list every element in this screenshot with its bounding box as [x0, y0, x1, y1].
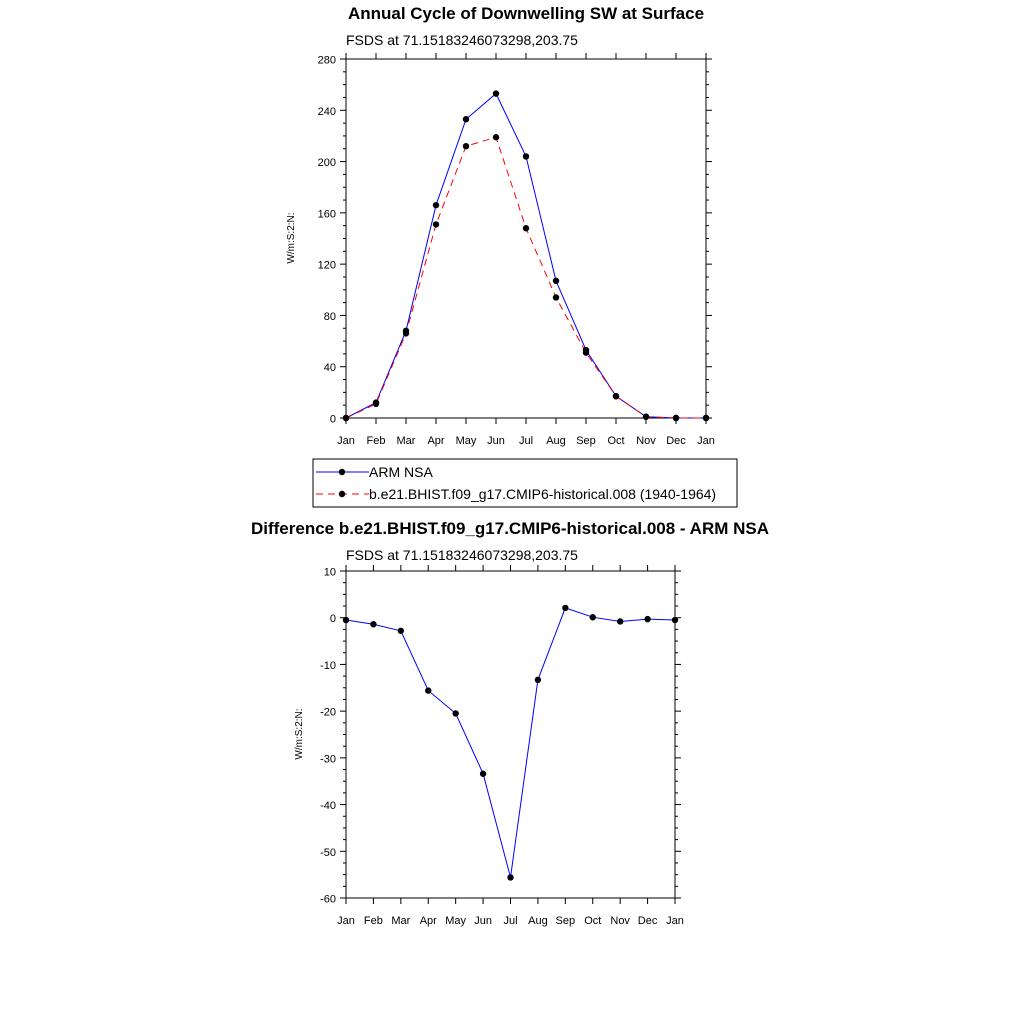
y-tick-label: -10: [320, 659, 336, 672]
data-point-series-0: [617, 618, 623, 624]
legend-marker-model: [339, 491, 345, 497]
chart-title: Annual Cycle of Downwelling SW at Surface: [347, 4, 705, 23]
data-point-series-1: [343, 415, 349, 421]
x-tick-label: Jul: [503, 915, 518, 927]
chart-subtitle: FSDS at 71.15183246073298,203.75: [346, 547, 578, 563]
y-tick-label: 10: [323, 566, 336, 579]
x-tick-label: Nov: [610, 915, 630, 927]
x-tick-label: Jan: [337, 435, 355, 447]
data-point-series-0: [507, 874, 513, 880]
data-point-series-0: [398, 628, 404, 634]
y-tick-label: 160: [317, 208, 336, 221]
y-tick-label: 0: [329, 413, 336, 426]
y-tick-label: 240: [317, 105, 336, 118]
data-point-series-0: [562, 605, 568, 611]
x-tick-label: Jan: [697, 435, 715, 447]
data-point-series-0: [590, 614, 596, 620]
x-tick-label: Jul: [518, 435, 534, 447]
data-point-series-1: [523, 225, 529, 231]
y-tick-label: -20: [320, 706, 336, 719]
chart-title: Difference b.e21.BHIST.f09_g17.CMIP6-historical.008 - ARM NSA: [250, 519, 770, 538]
x-tick-label: Feb: [366, 435, 386, 447]
x-tick-label: Apr: [419, 915, 437, 927]
x-tick-label: Aug: [546, 435, 566, 447]
x-tick-label: Jun: [487, 435, 505, 447]
plot-area-annual-cycle: [318, 53, 715, 447]
x-tick-label: May: [455, 435, 477, 447]
y-tick-label: 40: [323, 362, 336, 375]
data-point-series-0: [493, 90, 499, 96]
data-point-series-0: [343, 617, 349, 623]
x-tick-label: Sep: [576, 435, 596, 447]
x-tick-label: Nov: [636, 435, 656, 447]
data-point-series-0: [672, 617, 678, 623]
data-point-series-1: [403, 330, 409, 336]
data-point-series-0: [370, 621, 376, 627]
chart-subtitle: FSDS at 71.15183246073298,203.75: [346, 32, 578, 48]
y-tick-label: -50: [320, 846, 336, 859]
x-tick-label: Oct: [607, 435, 625, 447]
data-point-series-0: [523, 153, 529, 159]
y-tick-label: -60: [320, 893, 336, 906]
legend-marker-arm-nsa: [339, 469, 345, 475]
data-point-series-0: [535, 677, 541, 683]
data-point-series-0: [644, 616, 650, 622]
data-point-series-0: [553, 278, 559, 284]
x-tick-label: Jan: [337, 915, 355, 927]
x-tick-label: Mar: [396, 435, 416, 447]
x-tick-label: Oct: [584, 915, 602, 927]
difference-panel: [251, 519, 769, 927]
data-point-series-1: [583, 349, 589, 355]
y-axis-label: W/m:S:2:N:: [286, 212, 297, 264]
y-tick-label: 200: [317, 157, 336, 170]
x-tick-label: Feb: [363, 915, 383, 927]
data-point-series-0: [480, 771, 486, 777]
x-tick-label: May: [445, 915, 467, 927]
x-tick-label: Jun: [474, 915, 492, 927]
x-tick-label: Dec: [637, 915, 658, 927]
data-point-series-1: [553, 294, 559, 300]
data-point-series-1: [463, 143, 469, 149]
y-tick-label: 0: [329, 613, 336, 626]
y-axis-label: W/m:S:2:N:: [294, 708, 305, 760]
y-tick-label: 80: [323, 310, 336, 323]
data-point-series-0: [433, 202, 439, 208]
series-line-1: [346, 137, 706, 418]
data-point-series-1: [703, 415, 709, 421]
data-point-series-1: [643, 414, 649, 420]
data-point-series-1: [433, 221, 439, 227]
x-tick-label: Jan: [666, 915, 684, 927]
legend: [313, 459, 737, 507]
data-point-series-1: [613, 393, 619, 399]
series-line-0: [346, 94, 706, 418]
x-tick-label: Sep: [555, 915, 576, 927]
y-tick-label: -40: [320, 800, 336, 813]
plot-area-difference: [320, 565, 684, 927]
legend-label-model: b.e21.BHIST.f09_g17.CMIP6-historical.008 (1940-1964): [369, 486, 717, 502]
y-tick-label: -30: [320, 753, 336, 766]
series-line-0: [346, 608, 675, 878]
y-tick-label: 280: [317, 54, 336, 67]
legend-label-arm-nsa: ARM NSA: [369, 464, 433, 480]
data-point-series-0: [452, 710, 458, 716]
y-tick-label: 120: [317, 259, 336, 272]
x-tick-label: Dec: [666, 435, 686, 447]
plot-frame: [346, 571, 675, 898]
x-tick-label: Aug: [528, 915, 548, 927]
data-point-series-1: [373, 401, 379, 407]
data-point-series-1: [493, 134, 499, 140]
x-tick-label: Apr: [427, 435, 445, 447]
data-point-series-0: [425, 687, 431, 693]
plot-frame: [346, 59, 706, 418]
data-point-series-1: [673, 415, 679, 421]
annual-cycle-panel: [286, 4, 737, 507]
x-tick-label: Mar: [391, 915, 411, 927]
data-point-series-0: [463, 116, 469, 122]
